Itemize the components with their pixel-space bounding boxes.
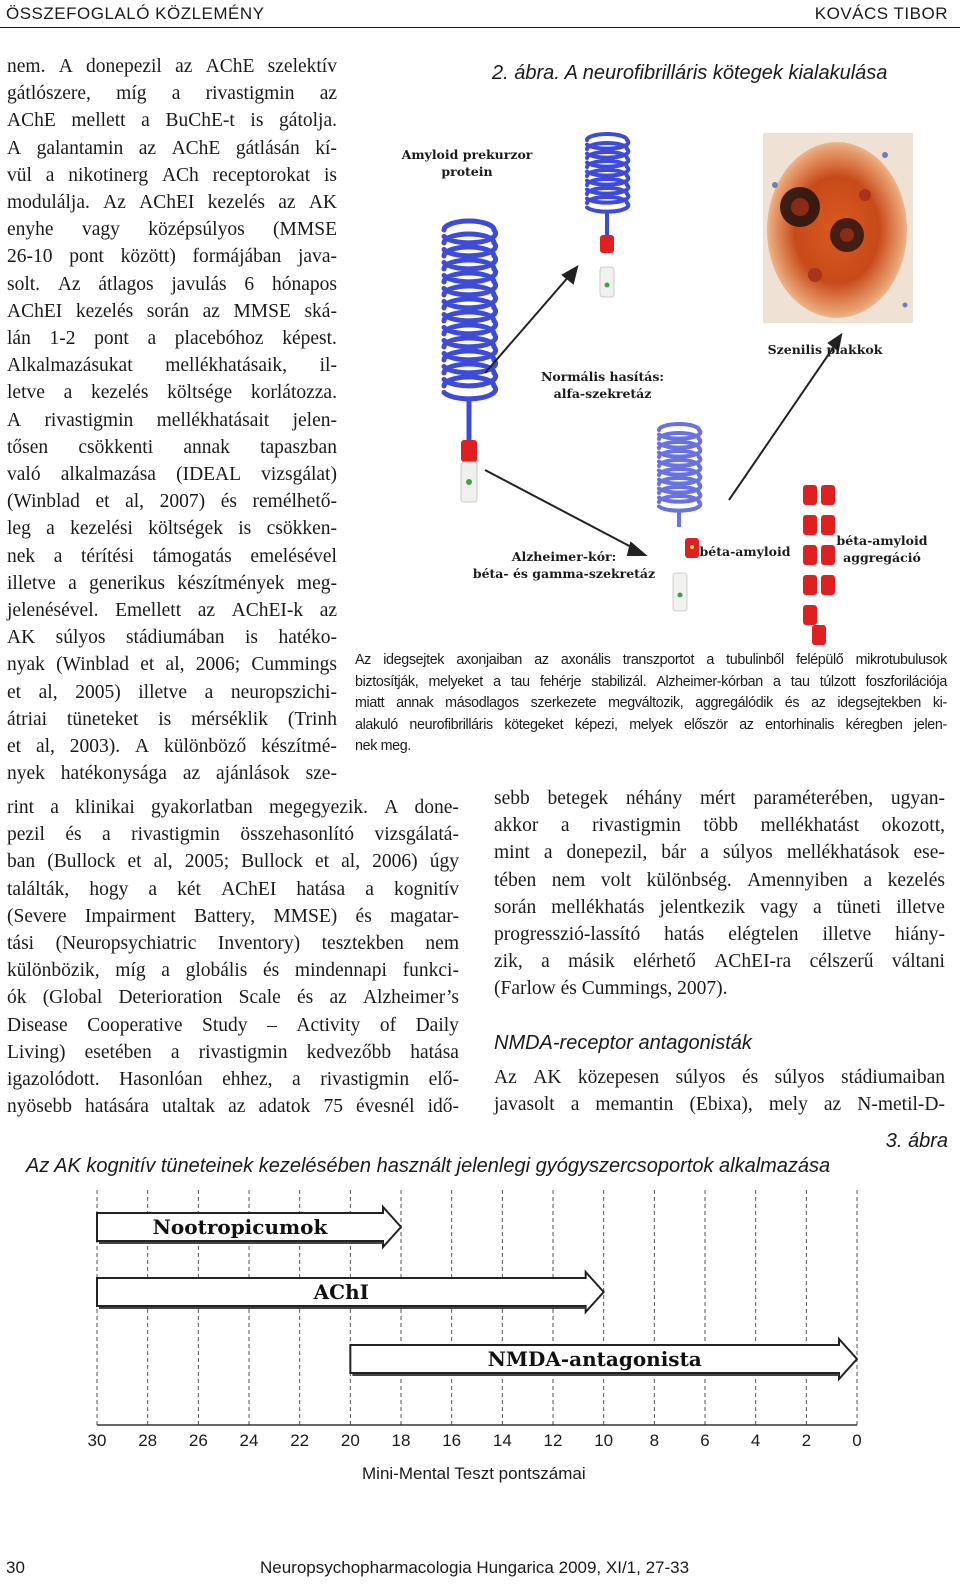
x-tick-label: 20 — [340, 1431, 360, 1450]
caption-line: Az idegsejtek axonjaiban az axonális transzportot a tubulinből felépülő mikrotubulusok — [355, 652, 947, 668]
right-column-line: sebb betegek néhány mért paraméterében, ugyan- — [494, 788, 945, 809]
right-column-line: tében nem volt különbség. Amennyiben a kezelés — [494, 869, 945, 891]
left-column-line: et al, 2005) illetve a neuropszichi- — [7, 681, 337, 703]
wide-column-line: igazolódott. Hasonlóan ehhez, a rivastigmin elő- — [7, 1069, 459, 1091]
left-column-line: 26-10 pont között) formájában java- — [7, 246, 337, 268]
aggregation-blocks — [803, 485, 835, 645]
x-tick-label: 2 — [801, 1431, 812, 1450]
left-column-line: vül a nikotinerg ACh receptorokat is — [7, 164, 337, 186]
header-rule — [0, 27, 960, 28]
x-tick-label: 18 — [391, 1431, 411, 1450]
left-column-line: leg a kezelési költségek is csökken- — [7, 518, 337, 540]
left-column-line: gátlószere, míg a rivastigmin az — [7, 83, 337, 105]
senile-plaque-photo — [763, 133, 913, 323]
x-tick-label: 26 — [188, 1431, 208, 1450]
page-number: 30 — [6, 1558, 25, 1577]
right-column-line: zik, a másik elérhető AChEI-ra célszerű váltani — [494, 951, 945, 973]
wide-column-line: különbözik, míg a globális és mindennapi funkci- — [7, 960, 459, 982]
section-text — [494, 1064, 945, 1118]
label-alzheimer: Alzheimer-kór: béta- és gamma-szekretáz — [472, 549, 656, 581]
x-tick-label: 0 — [852, 1431, 862, 1450]
wide-column-line: tási (Neuropsychiatric Inventory) tesztekben nem — [7, 933, 459, 955]
alzheimer-coil — [659, 424, 700, 611]
left-column-line: AK súlyos stádiumában is hatéko- — [7, 627, 337, 649]
right-column-text — [494, 785, 945, 1003]
wide-column-line: Living) esetében a rivastigmin kedvezőbb hatása — [7, 1041, 459, 1063]
bar-label: Nootropicumok — [152, 1215, 328, 1239]
bar-nootropicumok — [97, 1207, 401, 1247]
bar-nmda-antagonista — [350, 1339, 857, 1379]
journal-citation: Neuropsychopharmacologia Hungarica 2009, XI/1, 27-33 — [260, 1558, 690, 1577]
x-tick-label: 14 — [492, 1431, 512, 1450]
figure-3-title: Az AK kognitív tüneteinek kezelésében használt jelenlegi gyógyszercsoportok alkalmazása — [26, 1155, 831, 1177]
x-tick-label: 28 — [138, 1431, 158, 1450]
left-column-line: illetve a generikus készítmények meg- — [7, 572, 337, 594]
section-line: Az AK közepesen súlyos és súlyos stádiumaiban — [494, 1067, 945, 1088]
caption-line: alakuló neurofibrilláris kötegeket képezi, melyek először az entorhinalis kéregben jelen- — [355, 716, 947, 733]
left-column-line: modulálja. Az AChEI kezelés az AK — [7, 192, 337, 214]
bar-label: AChI — [313, 1280, 370, 1304]
left-column-line: lán 1-2 pont a placebóhoz képest. — [7, 328, 337, 350]
left-column-line: et al, 2003). A különböző készítmé- — [7, 736, 337, 758]
x-tick-label: 16 — [442, 1431, 462, 1450]
left-column-line: A galantamin az AChE gátlásán kí- — [7, 137, 337, 159]
running-header-section: ÖSSZEFOGLALÓ KÖZLEMÉNY — [6, 4, 265, 23]
label-app: Amyloid prekurzor protein — [401, 147, 533, 179]
app-coil — [444, 221, 496, 502]
x-tick-label: 12 — [543, 1431, 563, 1450]
wide-column-line: Disease Cooperative Study – Activity of Daily — [7, 1014, 459, 1036]
x-tick-label: 4 — [750, 1431, 761, 1450]
right-column-line: progresszió-lassító hatás elégtelen illetve hiány- — [494, 924, 945, 946]
left-column-line: Alkalmazásukat mellékhatásaik, il- — [7, 355, 337, 377]
caption-line: miatt annak másodlagos szerkezete megváltozik, aggregálódik és az idegsejtekben ki- — [355, 695, 947, 711]
normal-coil — [587, 134, 628, 297]
x-tick-label: 24 — [239, 1431, 259, 1450]
wide-column-line: nyösebb hatására utaltak az adatok 75 évesnél idő- — [7, 1096, 459, 1118]
left-column-line: nyak (Winblad et al, 2006; Cummings — [7, 654, 337, 676]
section-heading: NMDA-receptor antagonisták — [494, 1032, 752, 1054]
figure-2-caption — [355, 650, 947, 758]
right-column-line: során mellékhatás jelentkezik vagy a tüneti illetve — [494, 896, 945, 918]
left-column-line: tősen csökkenti annak tapaszban — [7, 436, 337, 458]
x-axis-label: Mini-Mental Teszt pontszámai — [362, 1464, 586, 1483]
left-column-line: enyhe vagy középsúlyos (MMSE — [7, 219, 337, 241]
left-column-line: A rivastigmin mellékhatásait jelen- — [7, 409, 337, 431]
left-column-line: AChEI kezelés során az MMSE ská- — [7, 300, 337, 322]
figure-3-number: 3. ábra — [885, 1130, 948, 1152]
x-tick-label: 10 — [594, 1431, 614, 1450]
x-tick-label: 6 — [700, 1431, 710, 1450]
left-column-line: letve a kezelés költsége korlátozza. — [7, 382, 337, 404]
left-column-line: nem. A donepezil az AChE szelektív — [7, 56, 337, 77]
figure-2-title: 2. ábra. A neurofibrilláris kötegek kialakulása — [492, 62, 888, 84]
left-column-line: nyek hatékonysága az ajánlások sze- — [7, 763, 337, 785]
label-senile-plaques: Szenilis plakkok — [767, 342, 883, 357]
wide-column-line: ók (Global Deterioration Scale és az Alzheimer’s — [7, 987, 459, 1009]
bar-achi — [97, 1272, 604, 1312]
label-aggregation: béta-amyloid aggregáció — [836, 533, 928, 565]
wide-column-line: ban (Bullock et al, 2005; Bullock et al, 2006) úgy — [7, 851, 459, 873]
x-tick-label: 30 — [87, 1431, 107, 1450]
left-column-line: solt. Az átlagos javulás 6 hónapos — [7, 273, 337, 295]
label-beta-amyloid: béta-amyloid — [699, 544, 791, 559]
running-header-author: KOVÁCS TIBOR — [814, 4, 948, 23]
left-column-line: nek a térítési támogatás emelésével — [7, 545, 337, 567]
right-column-line: (Farlow és Cummings, 2007). — [494, 978, 728, 1000]
x-tick-label: 8 — [649, 1431, 660, 1450]
left-column-line: átriai tüneteket is mérséklik (Trinh — [7, 708, 337, 730]
left-column-line: való alkalmazása (IDEAL vizsgálat) — [7, 464, 337, 486]
x-tick-label: 22 — [290, 1431, 310, 1450]
caption-line: biztosítják, melyeket a tau fehérje stabilizál. Alzheimer-kórban a tau túlzott foszforilációja — [355, 673, 947, 690]
label-normal-cleavage: Normális hasítás: alfa-szekretáz — [540, 369, 665, 401]
left-column-line: (Winblad et al, 2007) és remélhető- — [7, 491, 337, 513]
caption-line: nek meg. — [355, 738, 412, 754]
left-column-line: jelenésével. Emellett az AChEI-k az — [7, 600, 337, 622]
left-column-line: AChE mellett a BuChE-t is gátolja. — [7, 110, 337, 132]
bar-label: NMDA-antagonista — [487, 1347, 702, 1371]
wide-column-line: pezil és a rivastigmin összehasonlító vizsgálatá- — [7, 824, 459, 846]
right-column-line: akkor a rivastigmin több mellékhatást okozott, — [494, 815, 945, 837]
section-line: javasolt a memantin (Ebixa), mely az N-metil-D- — [494, 1094, 945, 1116]
left-column-text — [7, 53, 337, 787]
wide-column-line: (Severe Impairment Battery, MMSE) és magatar- — [7, 905, 459, 927]
wide-column-line: találták, hogy a két AChEI hatása a kognitív — [7, 878, 459, 900]
right-column-line: mint a donepezil, bár a súlyos mellékhatások ese- — [494, 842, 945, 864]
left-wide-text — [7, 794, 459, 1120]
x-axis-ticks — [0, 1431, 960, 1455]
wide-column-line: rint a klinikai gyakorlatban megegyezik. A done- — [7, 797, 459, 818]
